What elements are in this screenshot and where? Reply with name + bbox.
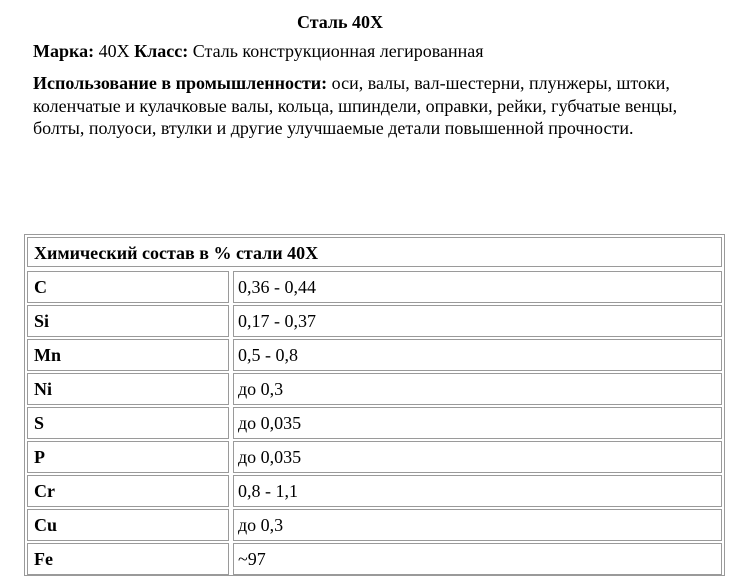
class-value: Сталь конструкционная легированная	[192, 41, 484, 61]
table-row-s	[27, 407, 722, 439]
value-cell: до 0,035	[233, 407, 722, 439]
grade-value: 40Х	[98, 41, 130, 61]
value-cell: 0,8 - 1,1	[233, 475, 722, 507]
usage-label: Использование в промышленности:	[33, 73, 328, 93]
table-row-cu	[27, 509, 722, 541]
value-cell: 0,36 - 0,44	[233, 271, 722, 303]
table-row-ni	[27, 373, 722, 405]
table-row-mn	[27, 339, 722, 371]
grade-label: Марка:	[33, 41, 95, 61]
element-cell: C	[27, 271, 229, 303]
element-cell: Si	[27, 305, 229, 337]
value-cell: ~97	[233, 543, 722, 575]
usage-text: оси, валы, вал-шестерни, плунжеры, штоки, коленчатые и кулачковые валы, кольца, шпиндели, оправки, рейки, губчатые венцы, болты, полуоси, втулки и другие улучшаемые детали повышенной прочности.	[33, 73, 678, 138]
table-row-c	[27, 271, 722, 303]
value-cell: до 0,3	[233, 373, 722, 405]
table-row-si	[27, 305, 722, 337]
value-cell: 0,5 - 0,8	[233, 339, 722, 371]
table-row-cr	[27, 475, 722, 507]
value-cell: 0,17 - 0,37	[233, 305, 722, 337]
value-cell: до 0,035	[233, 441, 722, 473]
usage-paragraph	[33, 72, 713, 140]
element-cell: P	[27, 441, 229, 473]
element-cell: Cu	[27, 509, 229, 541]
element-cell: S	[27, 407, 229, 439]
element-cell: Fe	[27, 543, 229, 575]
table-row-p	[27, 441, 722, 473]
table-row-fe	[27, 543, 722, 575]
table-header: Химический состав в % стали 40Х	[27, 237, 722, 267]
element-cell: Ni	[27, 373, 229, 405]
element-cell: Cr	[27, 475, 229, 507]
grade-class-line	[33, 40, 733, 62]
composition-table	[24, 234, 725, 576]
page-title: Сталь 40Х	[296, 12, 384, 32]
class-label: Класс:	[134, 41, 189, 61]
value-cell: до 0,3	[233, 509, 722, 541]
element-cell: Mn	[27, 339, 229, 371]
